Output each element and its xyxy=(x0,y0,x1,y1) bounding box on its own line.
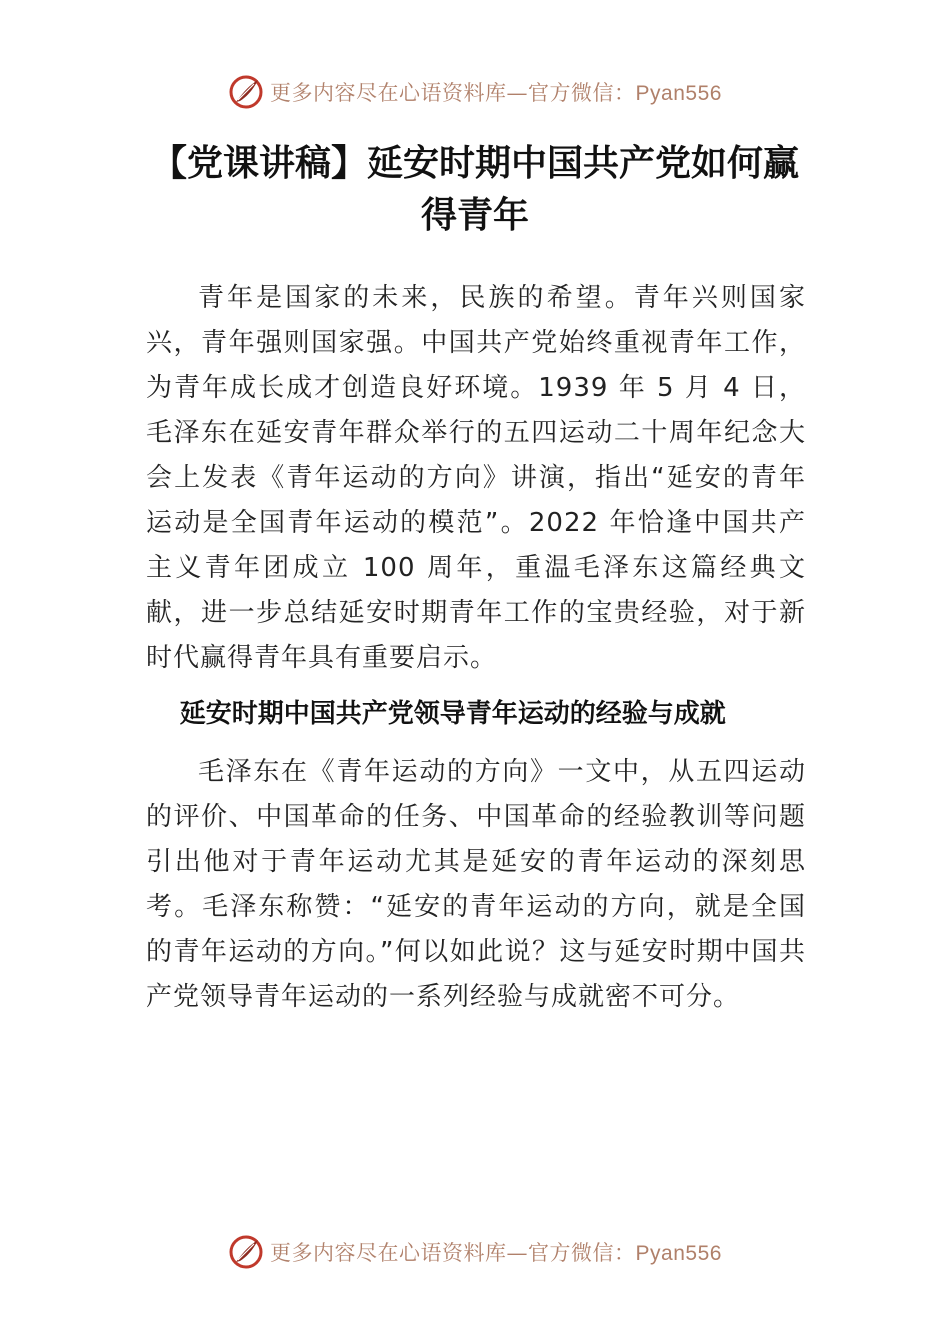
footer-banner xyxy=(0,1232,950,1272)
banner-label: 更多内容尽在心语资料库—官方微信： xyxy=(270,1241,636,1265)
document-title: 【党课讲稿】延安时期中国共产党如何赢得青年 xyxy=(150,143,799,236)
banner-label: 更多内容尽在心语资料库—官方微信： xyxy=(270,81,636,105)
paragraph-intro: 青年是国家的未来，民族的希望。青年兴则国家兴，青年强则国家强。中国共产党始终重视青年工作，为青年成长成才创造良好环境。1939 年 5 月 4 日，毛泽东在延安青年群众举行的五四运动二十周年纪念大会上发表《青年运动的方向》讲演，指出“延安的青年运动是全国青年运动的模范”。2022 年恰逢中国共产主义青年团成立 100 周年，重温毛泽东这篇经典文献，进一步总结延安时期青年工作的宝贵经验，对于新时代赢得青年具有重要启示。 xyxy=(146,283,806,673)
wechat-id: Pyan556 xyxy=(635,1242,722,1265)
wechat-id: Pyan556 xyxy=(635,82,722,105)
header-banner xyxy=(0,72,950,112)
paragraph-section-1: 毛泽东在《青年运动的方向》一文中，从五四运动的评价、中国革命的任务、中国革命的经验教训等问题引出他对于青年运动尤其是延安的青年运动的深刻思考。毛泽东称赞：“延安的青年运动的方向，就是全国的青年运动的方向。”何以如此说？这与延安时期中国共产党领导青年运动的一系列经验与成就密不可分。 xyxy=(146,757,806,1012)
footer-banner-text xyxy=(270,1237,722,1267)
quill-logo-icon xyxy=(228,74,264,110)
quill-logo-icon xyxy=(228,1234,264,1270)
section-heading: 延安时期中国共产党领导青年运动的经验与成就 xyxy=(179,699,726,729)
header-banner-text xyxy=(270,77,722,107)
